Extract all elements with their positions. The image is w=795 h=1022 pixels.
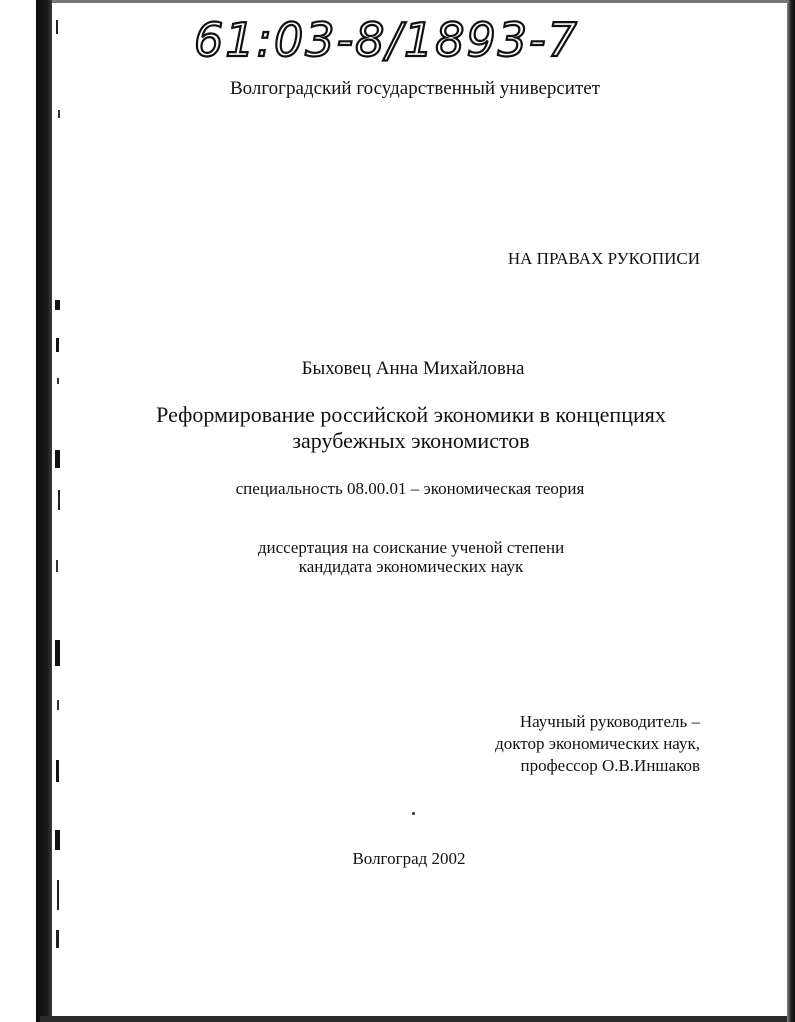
archive-code-text: 61:03-8/1893-7: [194, 13, 579, 67]
degree-line-2: кандидата экономических наук: [298, 557, 524, 576]
dissertation-title: [0, 402, 795, 454]
specialty-line: специальность 08.00.01 – экономическая теория: [235, 479, 585, 498]
degree-description: [0, 538, 795, 576]
author-name: Быховец Анна Михайловна: [301, 358, 525, 379]
scan-bottom-edge: [40, 1016, 787, 1022]
manuscript-rights-label: НА ПРАВАХ РУКОПИСИ: [507, 249, 700, 268]
supervisor-line-2: доктор экономических наук,: [495, 734, 700, 753]
supervisor-line-1: Научный руководитель –: [519, 712, 700, 731]
scan-dot: [412, 812, 415, 815]
degree-line-1: диссертация на соискание ученой степени: [257, 538, 565, 557]
handwritten-code: [190, 0, 590, 72]
title-line-2: зарубежных экономистов: [292, 428, 530, 453]
title-line-1: Реформирование российской экономики в концепциях: [156, 402, 666, 427]
city-year: Волгоград 2002: [352, 849, 466, 868]
supervisor-line-3: профессор О.В.Иншаков: [520, 756, 700, 775]
archive-stamp: [190, 0, 590, 72]
university-name: Волгоградский государственный университет: [229, 78, 601, 99]
supervisor-block: [495, 711, 700, 777]
